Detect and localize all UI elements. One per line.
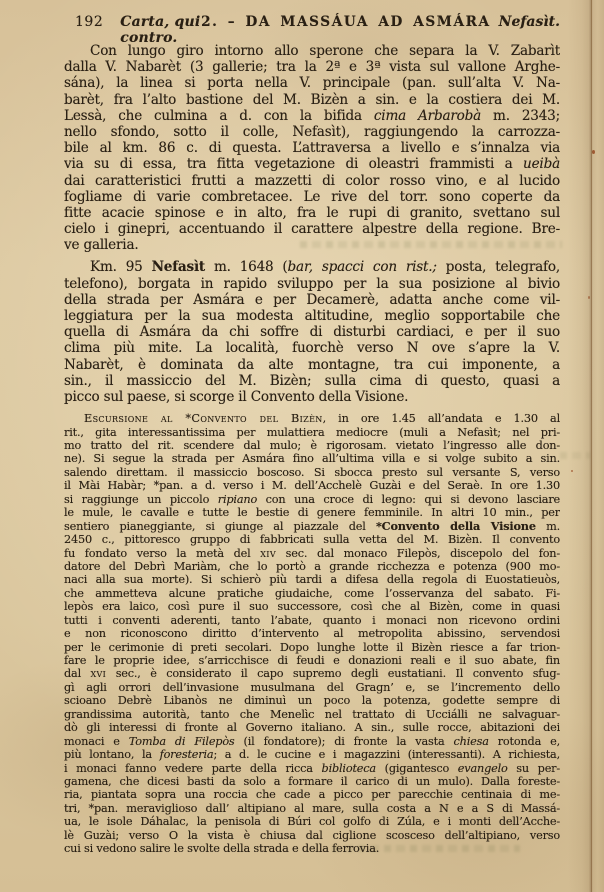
text-line: datore del Debrì Mariàm, che lo portò a grande ricchezza e potenza (900 mo-: [64, 559, 560, 573]
text-line: clima più mite. La località, fuorchè verso N ove s’apre la V.: [64, 340, 560, 357]
text-line: barèt, fra l’alto bastione del M. Bizèn a sin. e la costiera dei M.: [64, 91, 560, 108]
text-line: dò gli interessi di fronte al Governo italiano. A sin., sulle rocce, abitazioni dei: [64, 721, 560, 735]
page-edge-line: [591, 0, 592, 892]
header-place-name: Nefasìt.: [498, 14, 560, 30]
text-line: scioano Debrè Libanòs ne diminuì un poco la potenza, godette sempre di: [64, 694, 560, 708]
text-line: e non riconoscono diritto d’intervento al metropolita abissino, servendosi: [64, 627, 560, 641]
text-line: che ammetteva alcune pratiche giudaiche, come l’osservanza del sabato. Fi-: [64, 586, 560, 600]
text-line: monaci e Tomba di Filepòs (il fondatore); di fronte la vasta chiesa rotonda e,: [64, 734, 560, 748]
page-number: 192: [75, 14, 104, 30]
text-line: bile al km. 86 c. di questa. L’attraversa a livello e s’innalza via: [64, 140, 560, 157]
text-line: telefono), borgata in rapido sviluppo per la sua posizione al bivio: [64, 275, 560, 292]
text-line: le mule, le cavalle e tutte le bestie di genere femminile. In altri 10 min., per: [64, 506, 560, 520]
text-line: Km. 95 Nefasìt m. 1648 (bar, spacci con rist.; posta, telegrafo,: [90, 259, 560, 276]
paragraph-excursion-bizen: [64, 412, 560, 855]
text-line: cielo i ginepri, accentuando il carattere alpestre della regione. Bre-: [64, 221, 560, 238]
running-header: [64, 14, 560, 46]
text-line: ua, le isole Dáhalac, la penisola di Búri col golfo di Zúla, e i monti dell’Acche-: [64, 815, 560, 829]
text-line: lepòs era laico, così pure il suo successore, così che al Bizèn, come in quasi: [64, 600, 560, 614]
text-line: sin., il massiccio del M. Bizèn; sulla cima di questo, quasi a: [64, 372, 560, 389]
text-line: dal xvi sec., è considerato il capo supremo degli eustatiani. Il convento sfug-: [64, 667, 560, 681]
text-line: più lontano, la foresteria; a d. le cucine e i magazzini (interessanti). A richiesta,: [64, 748, 560, 762]
text-line: mo tratto del rit. scendere dal mulo; è rigorosam. vietato l’ingresso alle don-: [64, 439, 560, 452]
text-line: tutti i conventi aderenti, tanto l’abate, quanto i monaci non ricevono ordini: [64, 613, 560, 627]
text-line: lè Guzài; verso O la vista è chiusa dal ciglione scosceso dell’altipiano, verso: [64, 828, 560, 842]
text-line: gamena, che dicesi basti da solo a formare il carico di un mulo). Dalla foreste-: [64, 774, 560, 788]
route-header-title: 2. – DA MASSÁUA AD ASMÁRA: [201, 14, 491, 30]
text-line: sána), la linea si porta nella V. principale (pan. sull’alta V. Na-: [64, 75, 560, 92]
text-line: per le cerimonie di preti secolari. Dopo lunghe lotte il Bizèn riesce a far trion-: [64, 640, 560, 654]
text-line: Nabarèt, è dominata da alte montagne, tra cui imponente, a: [64, 356, 560, 373]
text-line: grandissima autorità, tanto che Menelìc nel trattato di Ucciálli ne salvaguar-: [64, 707, 560, 721]
text-line: fare le proprie idee, s’arricchisce di feudi e donazioni reali e il suo abate, fin: [64, 654, 560, 667]
text-line: dai caratteristici frutti a mazzetti di color rosso vino, e al lucido: [64, 172, 560, 189]
text-line: rit., gita interessantissima per mulattiera mediocre (muli a Nefasìt; nel pri-: [64, 425, 560, 439]
text-line: ria, piantata sopra una roccia che cade a picco per parecchie centinaia di me-: [64, 788, 560, 802]
text-line: nello sfondo, sotto il colle, Nefasìt), raggiungendo la carrozza-: [64, 123, 560, 140]
text-line: il Mài Habàr; *pan. a d. verso i M. dell’Acchelè Guzài e del Seraè. In ore 1.30: [64, 479, 560, 493]
text-line: naci alla sua morte). Si schierò più tardi a difesa della regola di Euostatieuòs,: [64, 573, 560, 587]
text-line: Con lungo giro intorno allo sperone che separa la V. Zabarìt: [90, 43, 560, 59]
text-line: fogliame di varie combretacee. Le rive del torr. sono coperte da: [64, 188, 560, 205]
text-line: si raggiunge un piccolo ripiano con una croce di legno: qui si devono lasciare: [64, 492, 560, 506]
text-line: leggiatura per la sua modesta altitudine, meglio sopportabile che: [64, 308, 560, 324]
text-line: 2450 c., pittoresco gruppo di fabbricati sulla vetta del M. Bizèn. Il convento: [64, 533, 560, 547]
text-line: Escursione al *Convento del Bizèn, in ore 1.45 all’andata e 1.30 al: [84, 412, 560, 426]
text-line: gì agli orrori dell’invasione musulmana del Gragn’ e, se l’incremento dello: [64, 680, 560, 694]
text-line: Lessà, che culmina a d. con la bifida cima Arbarobà m. 2343;: [64, 107, 560, 124]
text-line: cui si vedono salire le svolte della strada e della ferrovia.: [64, 842, 380, 856]
text-line: tri, *pan. meraviglioso dall’ altipiano al mare, sulla costa a N e a S di Massá-: [64, 801, 560, 815]
text-line: dalla V. Nabarèt (3 gallerie; tra la 2ª e 3ª vista sul vallone Arghe-: [64, 59, 560, 76]
text-line: fu fondato verso la metà del xiv sec. dal monaco Filepòs, discepolo del fon-: [64, 546, 560, 560]
text-line: ve galleria.: [64, 237, 139, 254]
text-line: quella di Asmára da chi soffre di disturbi cardiaci, e per il suo: [64, 324, 560, 341]
text-line: picco sul paese, si scorge il Convento della Visione.: [64, 388, 409, 405]
map-reference-note: Carta, qui contro.: [120, 14, 201, 46]
text-line: della strada per Asmára e per Decamerè, adatta anche come vil-: [64, 291, 560, 308]
text-line: salendo direttam. il massiccio boscoso. Si sbocca presto sul versante S, verso: [64, 465, 560, 479]
text-line: sentiero pianeggiante, si giunge al piazzale del *Convento della Visione m.: [64, 519, 560, 533]
page-edge-shadow: [568, 0, 604, 892]
text-line: via su di essa, tra fitta vegetazione di oleastri frammisti a ueibà: [64, 156, 560, 173]
text-line: ne). Si segue la strada per Asmára fino all’ultima villa e si volge subito a sin.: [64, 452, 560, 466]
paragraph-route-description: [64, 43, 560, 253]
paragraph-nefasit-description: [64, 259, 560, 405]
text-line: i monaci fanno vedere parte della ricca biblioteca (gigantesco evangelo su per-: [64, 761, 560, 775]
text-line: fitte acacie spinose e in alto, fra le rupi di granito, svettano sul: [64, 204, 560, 221]
